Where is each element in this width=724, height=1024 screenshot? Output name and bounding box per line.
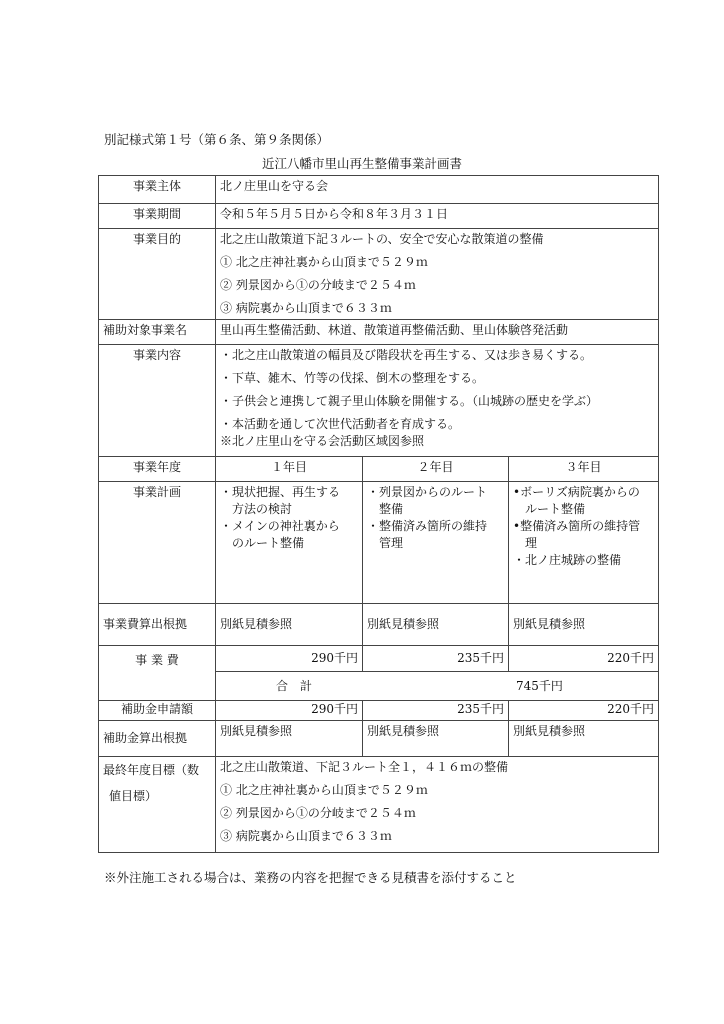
plan-year-2 bbox=[363, 482, 509, 604]
purpose-line: ② 列景図から①の分岐まで２５４ｍ bbox=[220, 278, 416, 292]
purpose-line: ③ 病院裏から山頂まで６３３ｍ bbox=[220, 301, 392, 315]
plan-line: 管理 bbox=[367, 536, 404, 550]
row-content bbox=[99, 345, 659, 457]
cost-basis-3: 別紙見積参照 bbox=[509, 604, 659, 646]
plan-line: ・列景図からのルート bbox=[367, 485, 488, 499]
subsidy-year-1: 290千円 bbox=[216, 701, 363, 721]
year-2: ２年目 bbox=[363, 457, 509, 482]
row-cost-basis bbox=[99, 604, 659, 646]
plan-table bbox=[98, 175, 659, 853]
plan-line: 方法の検討 bbox=[220, 502, 293, 516]
final-goal-line: 北之庄山散策道、下記３ルート全１，４１６ｍの整備 bbox=[220, 760, 509, 774]
final-goal-label-line: 値目標） bbox=[109, 789, 158, 803]
row-target bbox=[99, 320, 659, 345]
cost-total-label: 合 計 bbox=[276, 679, 313, 693]
content-line: ・子供会と連携して親子里山体験を開催する。（山城跡の歴史を学ぶ） bbox=[220, 394, 599, 408]
plan-line: •ボーリズ病院裏からの bbox=[513, 485, 640, 499]
plan-year-1 bbox=[216, 482, 363, 604]
label-cost-basis: 事業費算出根拠 bbox=[99, 604, 216, 646]
plan-line: ・北ノ庄城跡の整備 bbox=[513, 553, 622, 567]
cost-year-1: 290千円 bbox=[216, 646, 363, 672]
year-1: １年目 bbox=[216, 457, 363, 482]
cost-basis-2: 別紙見積参照 bbox=[363, 604, 509, 646]
row-cost bbox=[99, 646, 659, 672]
label-subsidy-basis: 補助金算出根拠 bbox=[99, 721, 216, 757]
purpose-line: 北之庄山散策道下記３ルートの、安全で安心な散策道の整備 bbox=[220, 232, 544, 246]
label-purpose: 事業目的 bbox=[99, 229, 216, 320]
subsidy-basis-1: 別紙見積参照 bbox=[216, 721, 363, 757]
subsidy-year-3: 220千円 bbox=[509, 701, 659, 721]
content-line: ・本活動を通して次世代活動者を育成する。 bbox=[220, 417, 461, 431]
row-final-goal bbox=[99, 757, 659, 853]
value-entity: 北ノ庄里山を守る会 bbox=[216, 176, 659, 204]
final-goal-line: ② 列景図から①の分岐まで２５４ｍ bbox=[220, 806, 416, 820]
plan-line: •整備済み箇所の維持管 bbox=[513, 519, 641, 533]
label-target: 補助対象事業名 bbox=[99, 320, 216, 345]
plan-line: 整備 bbox=[367, 502, 404, 516]
plan-line: ルート整備 bbox=[513, 502, 586, 516]
row-entity bbox=[99, 176, 659, 204]
row-subsidy-basis bbox=[99, 721, 659, 757]
cost-basis-1: 別紙見積参照 bbox=[216, 604, 363, 646]
label-subsidy: 補助金申請額 bbox=[99, 701, 216, 721]
year-3: ３年目 bbox=[509, 457, 659, 482]
plan-year-3 bbox=[509, 482, 659, 604]
value-content bbox=[216, 345, 659, 457]
plan-line: ・現状把握、再生する bbox=[220, 485, 341, 499]
row-year bbox=[99, 457, 659, 482]
cost-total-cell bbox=[216, 672, 659, 701]
value-period: 令和５年５月５日から令和８年３月３１日 bbox=[216, 204, 659, 229]
subsidy-year-2: 235千円 bbox=[363, 701, 509, 721]
final-goal-line: ③ 病院裏から山頂まで６３３ｍ bbox=[220, 829, 392, 843]
label-content: 事業内容 bbox=[99, 345, 216, 457]
content-line: ・北之庄山散策道の幅員及び階段状を再生する、又は歩き易くする。 bbox=[220, 348, 593, 362]
row-purpose bbox=[99, 229, 659, 320]
cost-year-3: 220千円 bbox=[509, 646, 659, 672]
label-plan: 事業計画 bbox=[99, 482, 216, 604]
plan-line: のルート整備 bbox=[220, 536, 305, 550]
subsidy-basis-3: 別紙見積参照 bbox=[509, 721, 659, 757]
label-entity: 事業主体 bbox=[99, 176, 216, 204]
final-goal-line: ① 北之庄神社裏から山頂まで５２９ｍ bbox=[220, 783, 428, 797]
cost-total-value: 745千円 bbox=[516, 679, 563, 693]
subsidy-basis-2: 別紙見積参照 bbox=[363, 721, 509, 757]
plan-line: ・整備済み箇所の維持 bbox=[367, 519, 488, 533]
label-final-goal bbox=[99, 757, 216, 853]
label-cost: 事 業 費 bbox=[99, 646, 216, 701]
row-subsidy bbox=[99, 701, 659, 721]
footnote: ※外注施工される場合は、業務の内容を把握できる見積書を添付すること bbox=[104, 870, 517, 885]
label-year: 事業年度 bbox=[99, 457, 216, 482]
plan-line: 理 bbox=[513, 536, 538, 550]
value-final-goal bbox=[216, 757, 659, 853]
content-line: ※北ノ庄里山を守る会活動区域図参照 bbox=[220, 434, 425, 448]
form-number: 別記様式第１号（第６条、第９条関係） bbox=[104, 132, 330, 147]
document-title: 近江八幡市里山再生整備事業計画書 bbox=[261, 156, 462, 171]
cost-year-2: 235千円 bbox=[363, 646, 509, 672]
content-line: ・下草、雑木、竹等の伐採、倒木の整理をする。 bbox=[220, 371, 485, 385]
purpose-line: ① 北之庄神社裏から山頂まで５２９ｍ bbox=[220, 255, 428, 269]
row-period bbox=[99, 204, 659, 229]
value-target: 里山再生整備活動、林道、散策道再整備活動、里山体験啓発活動 bbox=[216, 320, 659, 345]
label-period: 事業期間 bbox=[99, 204, 216, 229]
value-purpose bbox=[216, 229, 659, 320]
final-goal-label-line: 最終年度目標（数 bbox=[103, 763, 200, 777]
row-plan bbox=[99, 482, 659, 604]
plan-line: ・メインの神社裏から bbox=[220, 519, 340, 533]
